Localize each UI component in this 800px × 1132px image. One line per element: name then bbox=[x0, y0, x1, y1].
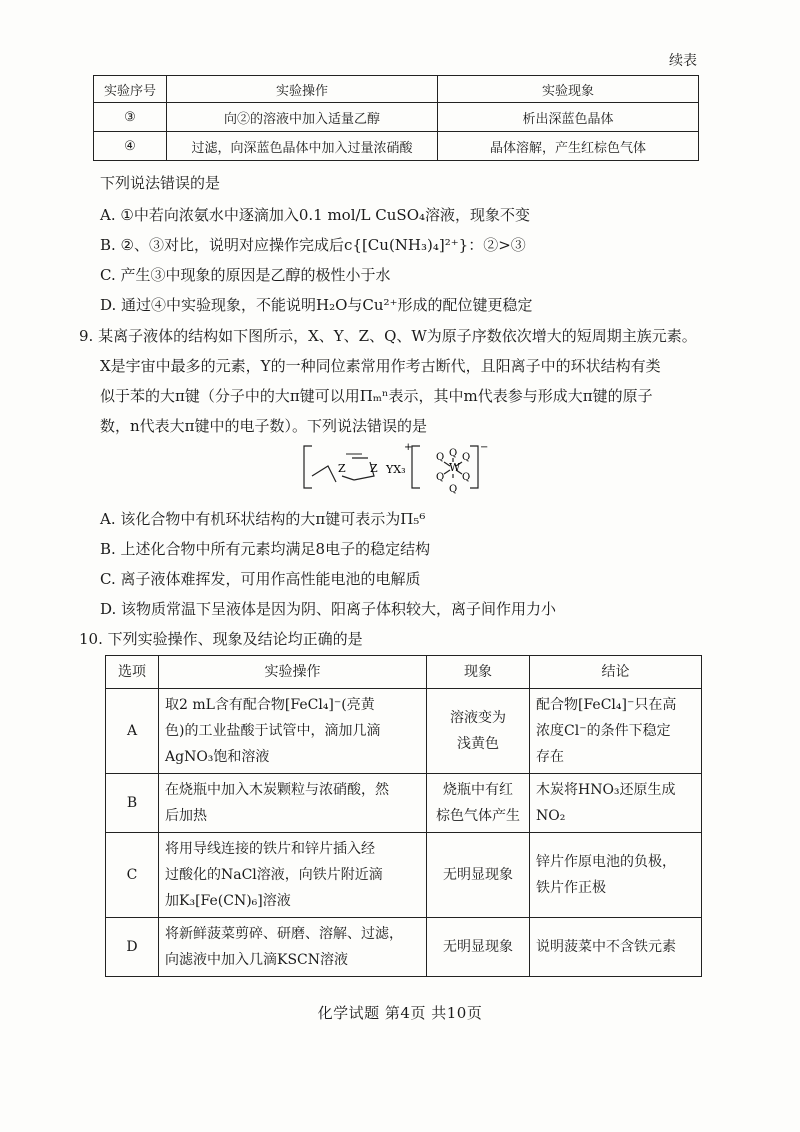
table-row bbox=[106, 689, 702, 774]
row-phenomenon bbox=[427, 689, 530, 774]
q8-option-d: D. 通过④中实验现象，不能说明H₂O与Cu²⁺形成的配位键更稳定 bbox=[100, 296, 533, 314]
cell-line: 加K₃[Fe(CN)₆]溶液 bbox=[165, 893, 291, 909]
cell-line: 锌片作原电池的负极， bbox=[536, 854, 676, 870]
cell-line: 说明菠菜中不含铁元素 bbox=[536, 939, 676, 955]
cell-line: 过酸化的NaCl溶液，向铁片附近滴 bbox=[165, 867, 383, 883]
row-operation bbox=[159, 689, 427, 774]
header-phenomenon: 实验现象 bbox=[438, 76, 699, 103]
row-phenomenon bbox=[427, 774, 530, 833]
cell-line: 无明显现象 bbox=[443, 939, 513, 955]
cell-line: 向滤液中加入几滴KSCN溶液 bbox=[165, 952, 349, 968]
cell-line: 将新鲜菠菜剪碎、研磨、溶解、过滤， bbox=[165, 926, 403, 942]
atom-q: Q bbox=[462, 452, 471, 463]
row-phenomenon: 析出深蓝色晶体 bbox=[438, 103, 699, 132]
cation-charge: + bbox=[404, 442, 413, 453]
cell-line: 浓度Cl⁻的条件下稳定 bbox=[536, 723, 671, 739]
table-row bbox=[106, 774, 702, 833]
experiment-table-continued bbox=[93, 75, 699, 161]
cell-line: AgNO₃饱和溶液 bbox=[165, 749, 270, 765]
atom-q: Q bbox=[436, 452, 445, 463]
q8-option-b: B. ②、③对比，说明对应操作完成后c{[Cu(NH₃)₄]²⁺}：②>③ bbox=[100, 236, 526, 254]
cell-line: 烧瓶中有红 bbox=[443, 782, 513, 798]
header-phenomenon: 现象 bbox=[427, 656, 530, 689]
header-operation: 实验操作 bbox=[159, 656, 427, 689]
row-conclusion bbox=[530, 774, 702, 833]
table-row bbox=[106, 918, 702, 977]
cell-line: 浅黄色 bbox=[457, 736, 499, 752]
q9-option-c: C. 离子液体难挥发，可用作高性能电池的电解质 bbox=[100, 570, 421, 588]
row-operation: 向②的溶液中加入适量乙醇 bbox=[167, 103, 438, 132]
row-operation bbox=[159, 774, 427, 833]
row-conclusion bbox=[530, 918, 702, 977]
atom-z-2: Z bbox=[370, 462, 378, 475]
header-option: 选项 bbox=[106, 656, 159, 689]
anion-charge: − bbox=[480, 442, 489, 453]
atom-q: Q bbox=[449, 448, 458, 459]
atom-q: Q bbox=[449, 484, 458, 495]
row-option: B bbox=[106, 774, 159, 833]
q8-option-c: C. 产生③中现象的原因是乙醇的极性小于水 bbox=[100, 266, 391, 284]
cell-line: 溶液变为 bbox=[450, 710, 506, 726]
row-no: ③ bbox=[94, 103, 167, 132]
row-option: A bbox=[106, 689, 159, 774]
q9-option-b: B. 上述化合物中所有元素均满足8电子的稳定结构 bbox=[100, 540, 431, 558]
cell-line: 木炭将HNO₃还原生成 bbox=[536, 782, 676, 798]
header-no: 实验序号 bbox=[94, 76, 167, 103]
header-operation: 实验操作 bbox=[167, 76, 438, 103]
cell-line: NO₂ bbox=[536, 808, 566, 824]
q9-line-3: 似于苯的大π键（分子中的大π键可以用Πₘⁿ表示，其中m代表参与形成大π键的原子 bbox=[100, 387, 653, 405]
row-conclusion bbox=[530, 689, 702, 774]
q9-line-1: 9. 某离子液体的结构如下图所示，X、Y、Z、Q、W为原子序数依次增大的短周期主族元素。 bbox=[79, 327, 697, 345]
cell-line: 取2 mL含有配合物[FeCl₄]⁻(亮黄 bbox=[165, 697, 375, 713]
cell-line: 将用导线连接的铁片和锌片插入经 bbox=[165, 841, 375, 857]
row-operation: 过滤，向深蓝色晶体中加入过量浓硝酸 bbox=[167, 132, 438, 161]
cell-line: 后加热 bbox=[165, 808, 207, 824]
row-phenomenon bbox=[427, 918, 530, 977]
row-conclusion bbox=[530, 833, 702, 918]
q10-table bbox=[105, 655, 702, 977]
row-no: ④ bbox=[94, 132, 167, 161]
row-option: C bbox=[106, 833, 159, 918]
cell-line: 配合物[FeCl₄]⁻只在高 bbox=[536, 697, 677, 713]
continued-label: 续表 bbox=[669, 53, 697, 69]
table-row bbox=[94, 132, 699, 161]
row-phenomenon bbox=[427, 833, 530, 918]
header-conclusion: 结论 bbox=[530, 656, 702, 689]
cell-line: 存在 bbox=[536, 749, 564, 765]
q9-option-a: A. 该化合物中有机环状结构的大π键可表示为Π₅⁶ bbox=[100, 510, 426, 528]
cell-line: 无明显现象 bbox=[443, 867, 513, 883]
cell-line: 铁片作正极 bbox=[536, 880, 606, 896]
atom-w: W bbox=[449, 461, 461, 474]
row-phenomenon: 晶体溶解，产生红棕色气体 bbox=[438, 132, 699, 161]
q8-option-a: A. ①中若向浓氨水中逐滴加入0.1 mol/L CuSO₄溶液，现象不变 bbox=[100, 206, 530, 224]
atom-q: Q bbox=[436, 472, 445, 483]
atom-q: Q bbox=[462, 472, 471, 483]
row-operation bbox=[159, 833, 427, 918]
q9-line-2: X是宇宙中最多的元素，Y的一种同位素常用作考古断代，且阳离子中的环状结构有类 bbox=[100, 357, 661, 375]
q10-stem: 10. 下列实验操作、现象及结论均正确的是 bbox=[79, 630, 363, 648]
row-option: D bbox=[106, 918, 159, 977]
group-yx3: YX₃ bbox=[386, 463, 406, 476]
cell-line: 色)的工业盐酸于试管中，滴加几滴 bbox=[165, 723, 381, 739]
table-row bbox=[106, 833, 702, 918]
cell-line: 棕色气体产生 bbox=[436, 808, 520, 824]
q8-stem: 下列说法错误的是 bbox=[100, 174, 221, 192]
q9-line-4: 数，n代表大π键中的电子数）。下列说法错误的是 bbox=[100, 417, 428, 435]
row-operation bbox=[159, 918, 427, 977]
atom-z-1: Z bbox=[338, 462, 346, 475]
ionic-liquid-structure bbox=[290, 440, 520, 495]
cell-line: 在烧瓶中加入木炭颗粒与浓硝酸，然 bbox=[165, 782, 389, 798]
page-footer: 化学试题 第4页 共10页 bbox=[317, 1004, 483, 1022]
q9-option-d: D. 该物质常温下呈液体是因为阴、阳离子体积较大，离子间作用力小 bbox=[100, 600, 557, 618]
table-row bbox=[94, 103, 699, 132]
